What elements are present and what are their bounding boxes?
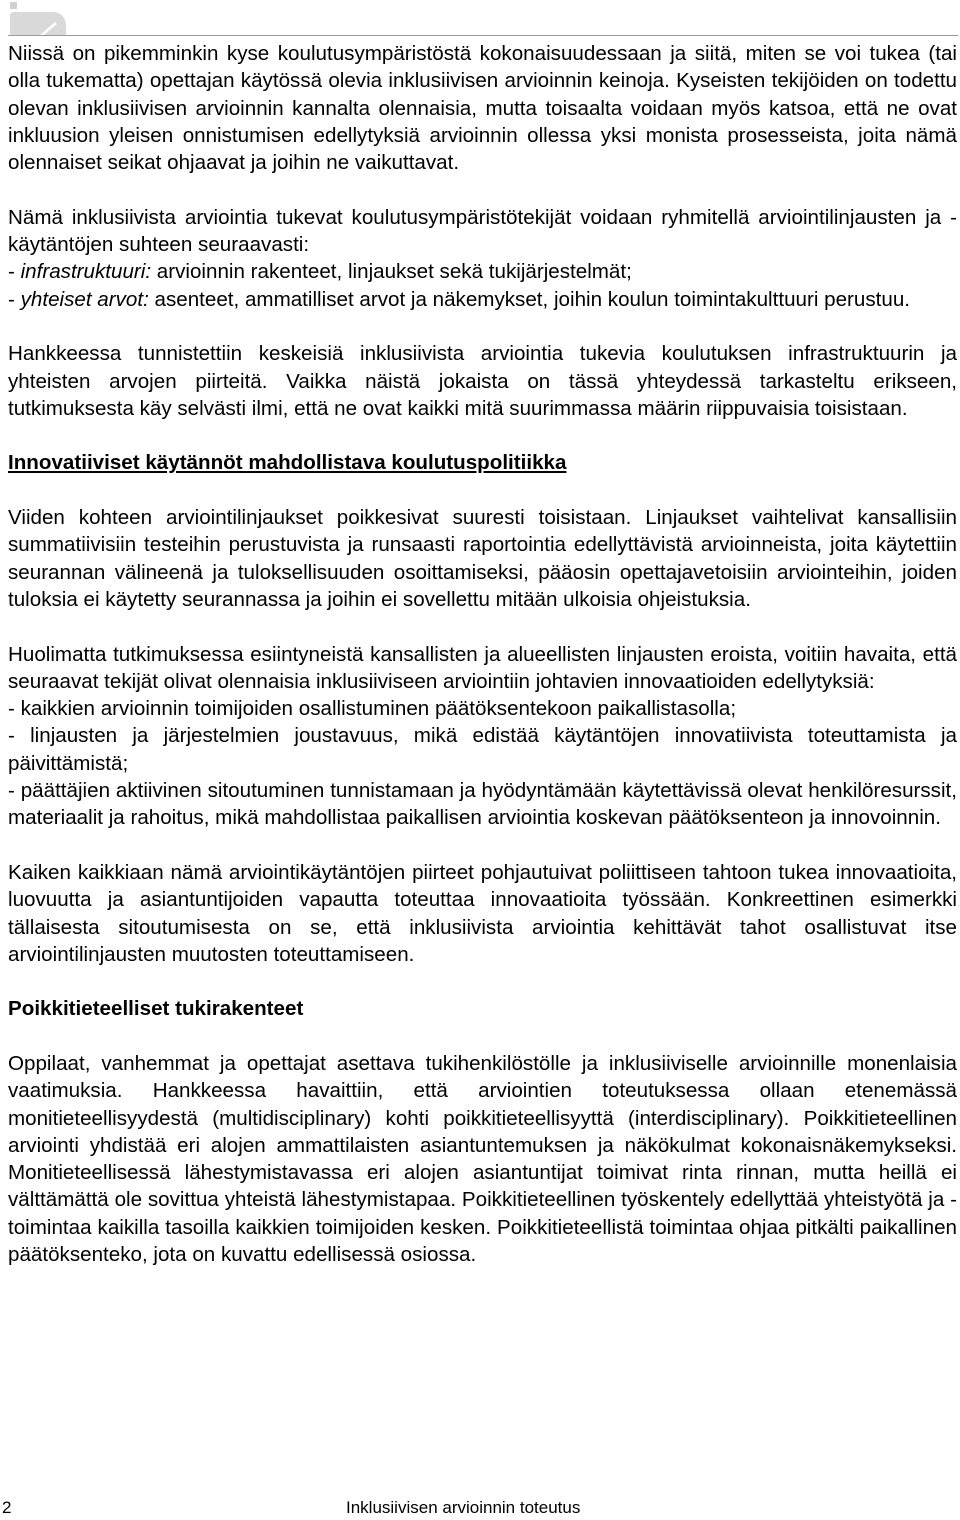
paragraph-factors bbox=[8, 204, 957, 313]
section-heading-policy: Innovatiiviset käytännöt mahdollistava koulutuspolitiikka bbox=[8, 451, 567, 475]
paragraph-factors-intro: Nämä inklusiivista arviointia tukevat koulutusympäristötekijät voidaan ryhmitellä arviointilinjausten ja -käytäntöjen suhteen seuraavasti: bbox=[8, 205, 957, 257]
list-item-commitment: - päättäjien aktiivinen sitoutuminen tunnistamaan ja hyödyntämään käytettävissä olevat henkilöresurssit, materiaalit ja rahoitus, mikä mahdollistaa paikallisen arviointia koskevan päätöksenteon ja innovoinnin. bbox=[8, 779, 957, 830]
header-logo-icon bbox=[0, 0, 70, 36]
term-infrastructure: infrastruktuuri: bbox=[20, 260, 152, 284]
paragraph-political-will: Kaiken kaikkiaan nämä arviointikäytäntöjen piirteet pohjautuivat poliittiseen tahtoon tukea innovaatioita, luovuutta ja asiantuntijoiden vapautta toteuttaa innovaatioita työssään. Konkreettinen esimerkki tällaisesta sitoutumisesta on se, että inklusiivista arviointia kehittävät tahot osallistuvat itse arviointilinjausten muutosten toteuttamiseen. bbox=[8, 860, 957, 966]
paragraph-preconditions-intro: Huolimatta tutkimuksessa esiintyneistä kansallisten ja alueellisten linjausten eroista, voitiin havaita, että seuraavat tekijät olivat olennaisia inklusiiviseen arviointiin johtavien innovaatioiden edellytyksiä: bbox=[8, 642, 957, 693]
header-rule bbox=[8, 35, 958, 36]
paragraph-context: Niissä on pikemminkin kyse koulutusympäristöstä kokonaisuudessaan ja siitä, miten se voi tukea (tai olla tukematta) opettajan käytössä olevia inklusiivisen arvioinnin keinoja. Kyseisten tekijöiden on todettu olevan inklusiivisen arvioinnin kannalta olennaisia, mutta toisaalta voidaan myös katsoa, että ne ovat inkluusion yleisen onnistumisen edellytyksiä arvioinnin ollessa yksi monista prosesseista, joita nämä olennaiset seikat ohjaavat ja joihin ne vaikuttavat. bbox=[8, 42, 957, 175]
document-body bbox=[8, 40, 957, 1268]
list-item-flexibility: - linjausten ja järjestelmien joustavuus, mikä edistää käytäntöjen innovatiivista toteuttamista ja päivittämistä; bbox=[8, 724, 957, 775]
list-dash: - bbox=[8, 287, 21, 311]
page-footer bbox=[0, 1498, 960, 1520]
section-heading-support: Poikkitieteelliset tukirakenteet bbox=[8, 997, 304, 1021]
paragraph-interdisciplinary: Oppilaat, vanhemmat ja opettajat asettava tukihenkilöstölle ja inklusiiviselle arvioinnille monenlaisia vaatimuksia. Hankkeessa havaittiin, että arviointien toteutuksessa ollaan etenemässä monitieteellisyydestä (multidisciplinary) kohti poikkitieteellisyyttä (interdisciplinary). Poikkitieteellinen arviointi yhdistää eri alojen ammattilaisten asiantuntemuksen ja näkökulmat kokonaisnäkemykseksi. Monitieteellisessä lähestymistavassa eri alojen asiantuntijat toimivat rinta rinnan, mutta heillä ei välttämättä ole sovittua yhteistä lähestymistapaa. Poikkitieteellinen työskentely edellyttää yhteistyötä ja -toimintaa kaikilla tasoilla kaikkien toimijoiden kesken. Poikkitieteellistä toimintaa ohjaa pitkälti paikallinen päätöksenteko, jota on kuvattu edellisessä osiossa. bbox=[8, 1051, 957, 1267]
term-shared-values: yhteiset arvot: bbox=[20, 287, 149, 311]
paragraph-policies: Viiden kohteen arviointilinjaukset poikkesivat suuresti toisistaan. Linjaukset vaihtelivat kansallisiin summatiivisiin testeihin perustuvista ja runsaasti raportointia edellyttävistä arvioinneista, joita käytettiin seurannan välineenä ja tuloksellisuuden osoittamiseksi, pääosin opettajavetoisiin arviointeihin, joiden tuloksia ei käytetty seurannassa ja joihin ei sovellettu mitään ulkoisia ohjeistuksia. bbox=[8, 506, 957, 611]
list-item-infrastructure bbox=[8, 258, 957, 285]
paragraph-preconditions bbox=[8, 641, 957, 832]
list-item-text: arvioinnin rakenteet, linjaukset sekä tukijärjestelmät; bbox=[151, 260, 632, 284]
page-number: 2 bbox=[2, 1498, 12, 1517]
list-dash: - bbox=[8, 260, 21, 284]
list-item-shared-values bbox=[8, 286, 957, 313]
list-item-text: asenteet, ammatilliset arvot ja näkemykset, joihin koulun toimintakulttuuri perustuu. bbox=[148, 287, 910, 311]
paragraph-project-findings: Hankkeessa tunnistettiin keskeisiä inklusiivista arviointia tukevia koulutuksen infrastruktuurin ja yhteisten arvojen piirteitä. Vaikka näistä jokaista on tässä yhteydessä tarkasteltu erikseen, tutkimuksesta käy selvästi ilmi, että ne ovat kaikki mitä suurimmassa määrin riippuvaisia toisistaan. bbox=[8, 342, 957, 420]
list-item-participation: - kaikkien arvioinnin toimijoiden osallistuminen päätöksentekoon paikallistasolla; bbox=[8, 697, 737, 721]
footer-title: Inklusiivisen arvioinnin toteutus bbox=[346, 1498, 581, 1517]
